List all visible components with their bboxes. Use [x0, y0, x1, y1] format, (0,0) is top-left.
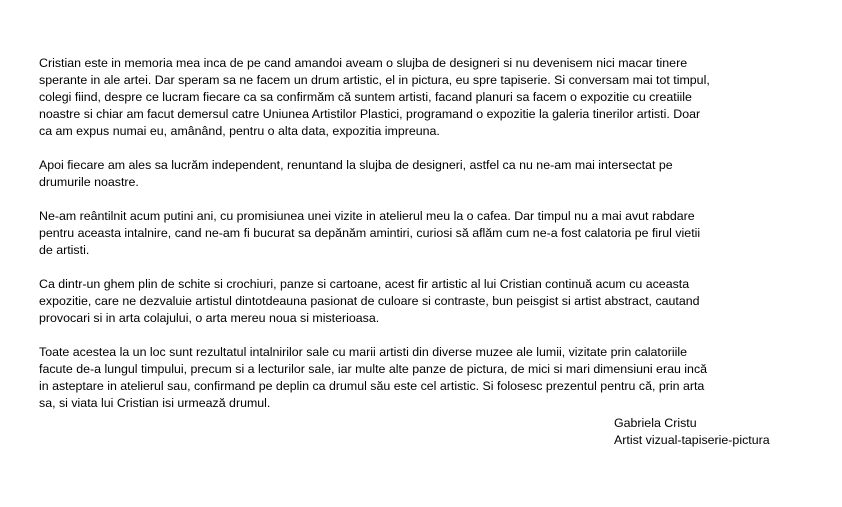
document-body — [39, 55, 809, 429]
paragraph-3: Ne-am reântilnit acum putini ani, cu promisiunea unei vizite in atelierul meu la o cafea. Dar timpul nu a mai avut rabdare pentru aceasta intalnire, cand ne-am fi bucurat sa depănăm amintiri, curiosi să aflăm cum ne-a fost calatoria pe firul vietii de artisti. — [39, 209, 701, 257]
paragraph-2: Apoi fiecare am ales sa lucrăm independent, renuntand la slujba de designeri, astfel ca nu ne-am mai intersectat pe drumurile noastre. — [39, 158, 673, 189]
signature-name: Gabriela Cristu — [614, 416, 697, 430]
paragraph-1: Cristian este in memoria mea inca de pe cand amandoi aveam o slujba de designeri si nu devenisem nici macar tinere sperante in ale artei. Dar speram sa ne facem un drum artistic, el in pictura, eu spre tapiserie. Si conversam mai tot timpul, colegi fiind, despre ce lucram fiecare ca sa confirmăm că suntem artisti, facand planuri sa facem o expozitie cu creatiile noastre si chiar am facut demersul catre Uniunea Artistilor Plastici, programand o expozitie la galeria tinerilor artisti. Doar ca am expus numai eu, amânând, pentru o alta data, expozitia impreuna. — [39, 56, 710, 138]
signature-block — [614, 415, 770, 449]
paragraph-5: Toate acestea la un loc sunt rezultatul intalnirilor sale cu marii artisti din diverse muzee ale lumii, vizitate prin calatoriile facute de-a lungul timpului, precum si a lecturilor sale, iar multe alte panze de pictura, de mici si mari dimensiuni erau incă in asteptare in atelierul sau, confirmand pe deplin ca drumul său este cel artistic. Si folosesc prezentul pentru că, prin arta sa, si viata lui Cristian isi urmează drumul. — [39, 345, 708, 410]
paragraph-4: Ca dintr-un ghem plin de schite si crochiuri, panze si cartoane, acest fir artistic al lui Cristian continuă acum cu aceasta expozitie, care ne dezvaluie artistul dintotdeauna pasionat de culoare si contraste, bun peisgist si artist abstract, cautand provocari si in arta colajului, o arta mereu noua si misterioasa. — [39, 277, 700, 325]
signature-title: Artist vizual-tapiserie-pictura — [614, 433, 770, 447]
